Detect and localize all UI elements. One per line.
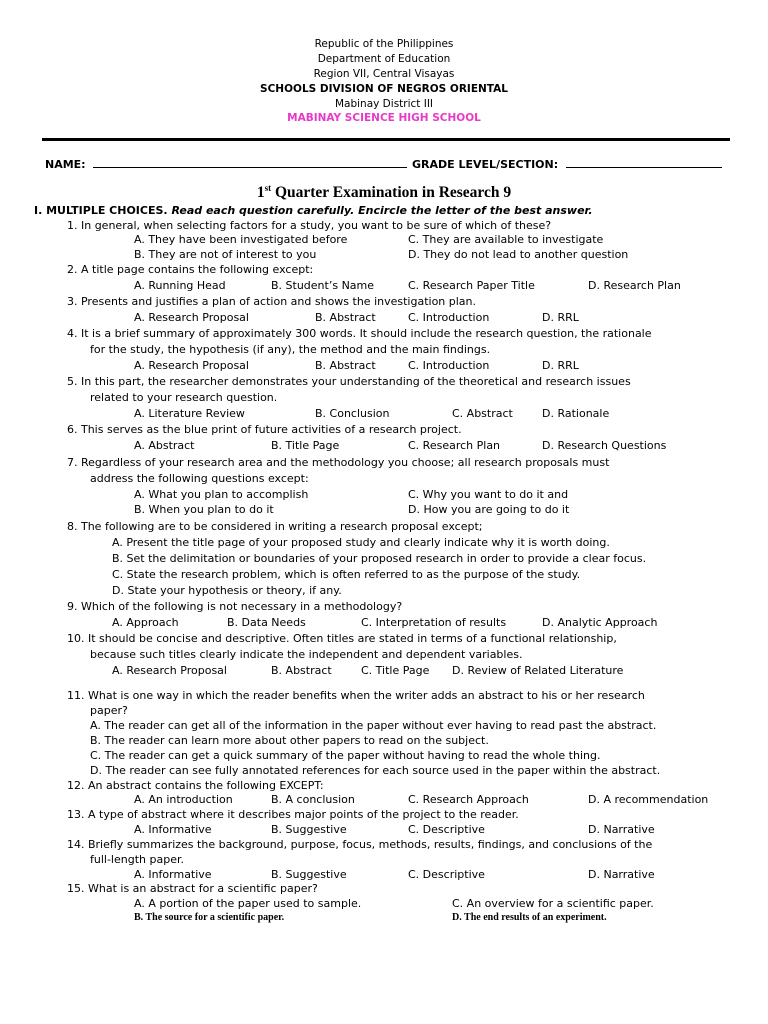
question-13: 13. A type of abstract where it describes major points of the project to the reader. <box>67 808 519 821</box>
question-7-cont: address the following questions except: <box>90 472 309 485</box>
q15-option-b[interactable]: B. The source for a scientific paper. <box>134 912 285 923</box>
question-6: 6. This serves as the blue print of future activities of a research project. <box>67 423 462 436</box>
q15-option-d[interactable]: D. The end results of an experiment. <box>452 912 607 923</box>
q13-option-c[interactable]: C. Descriptive <box>408 823 485 836</box>
q3-option-c[interactable]: C. Introduction <box>408 311 490 324</box>
q13-option-d[interactable]: D. Narrative <box>588 823 655 836</box>
q2-option-b[interactable]: B. Student’s Name <box>271 279 375 292</box>
header-district: Mabinay District III <box>334 98 434 110</box>
exam-title: 1st Quarter Examination in Research 9 <box>256 183 512 201</box>
question-5-cont: related to your research question. <box>90 391 278 404</box>
q10-option-a[interactable]: A. Research Proposal <box>112 664 227 677</box>
q15-option-c[interactable]: C. An overview for a scientific paper. <box>452 897 654 910</box>
grade-section-line <box>566 157 722 168</box>
q6-option-b[interactable]: B. Title Page <box>271 439 340 452</box>
q5-option-a[interactable]: A. Literature Review <box>134 407 245 420</box>
q1-option-b[interactable]: B. They are not of interest to you <box>134 248 317 261</box>
question-10-cont: because such titles clearly indicate the independent and dependent variables. <box>90 648 523 661</box>
q8-option-d[interactable]: D. State your hypothesis or theory, if any. <box>112 584 342 597</box>
header-department: Department of Education <box>317 53 451 65</box>
q1-option-d[interactable]: D. They do not lead to another question <box>408 248 629 261</box>
q2-option-d[interactable]: D. Research Plan <box>588 279 681 292</box>
header-republic: Republic of the Philippines <box>314 38 454 50</box>
header-rule <box>42 138 730 141</box>
grade-section-field[interactable] <box>412 157 722 172</box>
q6-option-c[interactable]: C. Research Plan <box>408 439 501 452</box>
question-4-cont: for the study, the hypothesis (if any), the method and the main findings. <box>90 343 491 356</box>
section-heading: I. MULTIPLE CHOICES. Read each question carefully. Encircle the letter of the best answer. <box>34 204 593 217</box>
q9-option-d[interactable]: D. Analytic Approach <box>542 616 658 629</box>
name-field[interactable] <box>45 157 407 172</box>
question-2: 2. A title page contains the following except: <box>67 263 314 276</box>
q13-option-a[interactable]: A. Informative <box>134 823 212 836</box>
q11-option-c[interactable]: C. The reader can get a quick summary of the paper without having to read the whole thing. <box>90 749 601 762</box>
question-11: 11. What is one way in which the reader benefits when the writer adds an abstract to his or her research <box>67 689 645 702</box>
q4-option-a[interactable]: A. Research Proposal <box>134 359 249 372</box>
q6-option-a[interactable]: A. Abstract <box>134 439 195 452</box>
q12-option-a[interactable]: A. An introduction <box>134 793 233 806</box>
q15-option-a[interactable]: A. A portion of the paper used to sample. <box>134 897 362 910</box>
name-line <box>93 157 407 168</box>
question-3: 3. Presents and justifies a plan of action and shows the investigation plan. <box>67 295 477 308</box>
q1-option-c[interactable]: C. They are available to investigate <box>408 233 604 246</box>
question-5: 5. In this part, the researcher demonstrates your understanding of the theoretical and research issues <box>67 375 631 388</box>
q10-option-d[interactable]: D. Review of Related Literature <box>452 664 624 677</box>
q3-option-a[interactable]: A. Research Proposal <box>134 311 249 324</box>
grade-section-label: GRADE LEVEL/SECTION: <box>412 158 559 171</box>
q9-option-a[interactable]: A. Approach <box>112 616 179 629</box>
q5-option-c[interactable]: C. Abstract <box>452 407 513 420</box>
q9-option-b[interactable]: B. Data Needs <box>227 616 306 629</box>
q6-option-d[interactable]: D. Research Questions <box>542 439 667 452</box>
q10-option-c[interactable]: C. Title Page <box>361 664 430 677</box>
name-label: NAME: <box>45 158 86 171</box>
question-14: 14. Briefly summarizes the background, purpose, focus, methods, results, findings, and conclusions of the <box>67 838 653 851</box>
q13-option-b[interactable]: B. Suggestive <box>271 823 347 836</box>
q14-option-c[interactable]: C. Descriptive <box>408 868 485 881</box>
q7-option-d[interactable]: D. How you are going to do it <box>408 503 570 516</box>
question-11-cont: paper? <box>90 704 128 717</box>
q3-option-d[interactable]: D. RRL <box>542 311 579 324</box>
question-8: 8. The following are to be considered in writing a research proposal except; <box>67 520 483 533</box>
q9-option-c[interactable]: C. Interpretation of results <box>361 616 507 629</box>
question-10: 10. It should be concise and descriptive. Often titles are stated in terms of a functional relationship, <box>67 632 617 645</box>
header-school: MABINAY SCIENCE HIGH SCHOOL <box>287 112 481 124</box>
q4-option-c[interactable]: C. Introduction <box>408 359 490 372</box>
q11-option-b[interactable]: B. The reader can learn more about other papers to read on the subject. <box>90 734 489 747</box>
q7-option-c[interactable]: C. Why you want to do it and <box>408 488 569 501</box>
q7-option-b[interactable]: B. When you plan to do it <box>134 503 274 516</box>
question-9: 9. Which of the following is not necessary in a methodology? <box>67 600 403 613</box>
question-4: 4. It is a brief summary of approximately 300 words. It should include the research question, the rationale <box>67 327 652 340</box>
q8-option-b[interactable]: B. Set the delimitation or boundaries of your proposed research in order to provide a clear focus. <box>112 552 647 565</box>
q2-option-c[interactable]: C. Research Paper Title <box>408 279 535 292</box>
q12-option-c[interactable]: C. Research Approach <box>408 793 529 806</box>
q3-option-b[interactable]: B. Abstract <box>315 311 376 324</box>
q11-option-d[interactable]: D. The reader can see fully annotated references for each source used in the paper within the abstract. <box>90 764 661 777</box>
q14-option-b[interactable]: B. Suggestive <box>271 868 347 881</box>
q12-option-d[interactable]: D. A recommendation <box>588 793 709 806</box>
q5-option-d[interactable]: D. Rationale <box>542 407 610 420</box>
question-7: 7. Regardless of your research area and the methodology you choose; all research proposals must <box>67 456 610 469</box>
header-region: Region VII, Central Visayas <box>313 68 455 80</box>
header-division: SCHOOLS DIVISION OF NEGROS ORIENTAL <box>260 83 508 95</box>
q2-option-a[interactable]: A. Running Head <box>134 279 226 292</box>
question-1: 1. In general, when selecting factors for a study, you want to be sure of which of these? <box>67 219 552 232</box>
q12-option-b[interactable]: B. A conclusion <box>271 793 355 806</box>
q4-option-b[interactable]: B. Abstract <box>315 359 376 372</box>
question-12: 12. An abstract contains the following EXCEPT: <box>67 779 324 792</box>
q14-option-d[interactable]: D. Narrative <box>588 868 655 881</box>
q8-option-a[interactable]: A. Present the title page of your proposed study and clearly indicate why it is worth doing. <box>112 536 610 549</box>
q14-option-a[interactable]: A. Informative <box>134 868 212 881</box>
q10-option-b[interactable]: B. Abstract <box>271 664 332 677</box>
q11-option-a[interactable]: A. The reader can get all of the information in the paper without ever having to read past the abstract. <box>90 719 657 732</box>
q5-option-b[interactable]: B. Conclusion <box>315 407 390 420</box>
question-14-cont: full-length paper. <box>90 853 184 866</box>
question-15: 15. What is an abstract for a scientific paper? <box>67 882 318 895</box>
q1-option-a[interactable]: A. They have been investigated before <box>134 233 348 246</box>
q8-option-c[interactable]: C. State the research problem, which is often referred to as the purpose of the study. <box>112 568 581 581</box>
q7-option-a[interactable]: A. What you plan to accomplish <box>134 488 309 501</box>
q4-option-d[interactable]: D. RRL <box>542 359 579 372</box>
